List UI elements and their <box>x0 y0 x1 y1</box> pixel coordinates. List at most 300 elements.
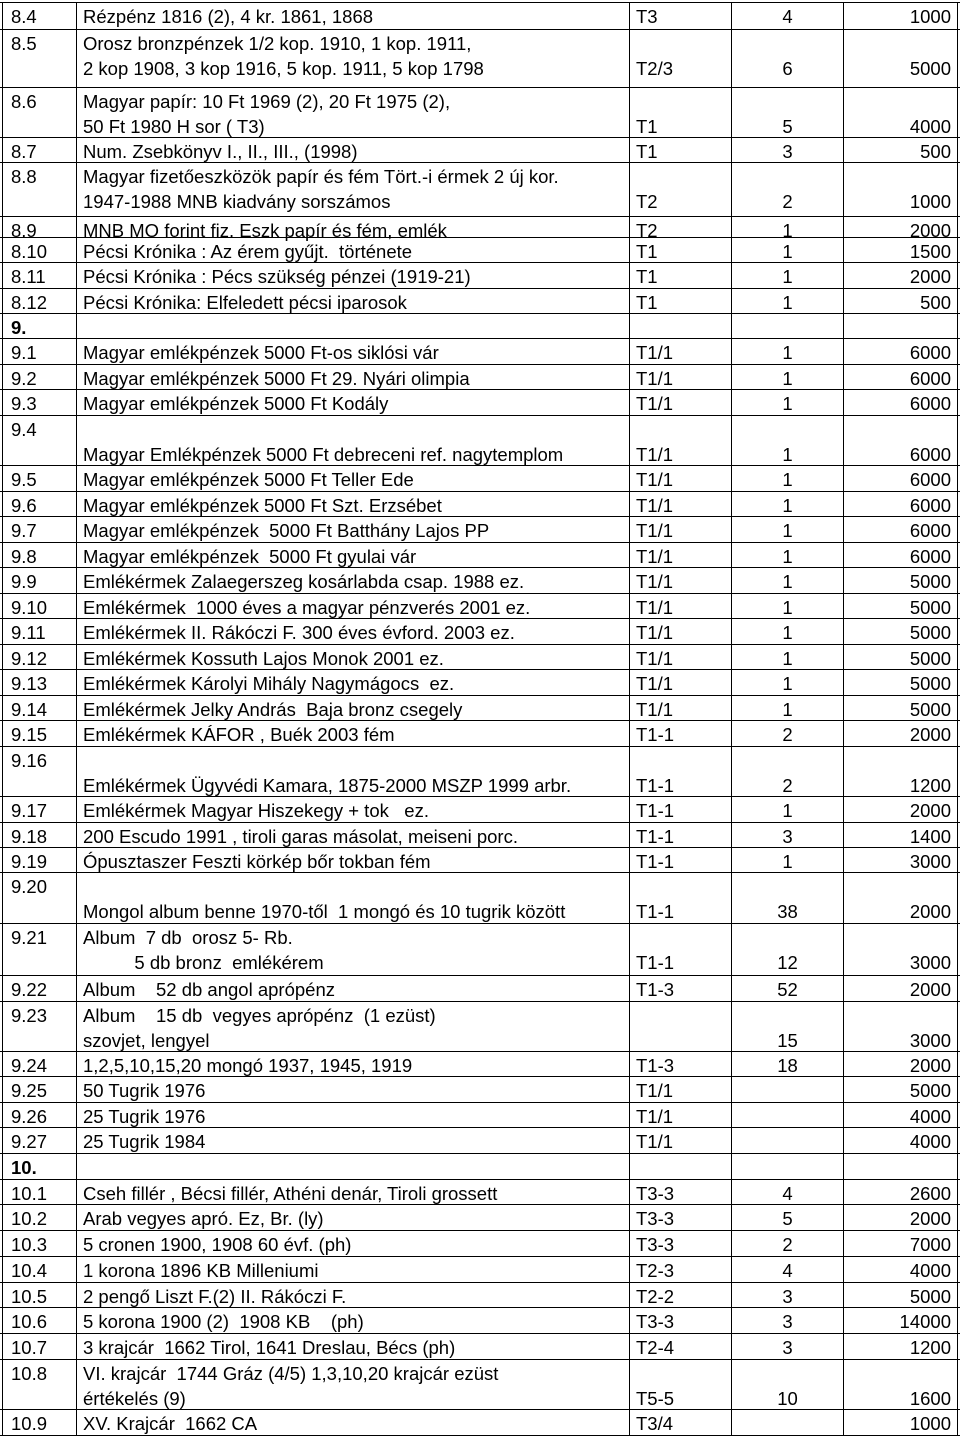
item-price: 3000 <box>909 851 951 872</box>
item-price: 500 <box>920 141 951 162</box>
item-grade: T1 <box>636 141 658 162</box>
item-number-cell <box>2 721 76 746</box>
item-grade: T1/1 <box>636 1080 674 1101</box>
item-grade: T5-5 <box>636 1388 675 1409</box>
item-description-cell <box>76 1231 629 1256</box>
table-row <box>0 88 960 138</box>
table-row <box>0 163 960 217</box>
item-price: 1000 <box>909 6 951 27</box>
item-price: 1200 <box>909 1337 951 1358</box>
item-price: 2000 <box>909 220 951 241</box>
table-row <box>0 568 960 594</box>
item-number-cell <box>2 163 76 216</box>
item-number-cell <box>2 1410 76 1435</box>
item-grade-cell <box>629 416 731 465</box>
item-price: 5000 <box>909 699 951 720</box>
item-description: Emlékérmek Károlyi Mihály Nagymágocs ez. <box>83 673 455 694</box>
item-grade: T1-1 <box>636 826 675 847</box>
item-number-cell <box>2 1334 76 1359</box>
item-price: 1500 <box>909 241 951 262</box>
item-grade-cell <box>629 217 731 241</box>
item-number-cell <box>2 492 76 516</box>
item-number-cell <box>2 3 76 29</box>
item-quantity-cell <box>731 645 843 669</box>
item-quantity-cell <box>731 1231 843 1256</box>
item-grade: T2-4 <box>636 1337 675 1358</box>
item-price: 1000 <box>909 191 951 212</box>
item-description: 3 krajcár 1662 Tirol, 1641 Dreslau, Bécs (ph) <box>83 1337 456 1358</box>
item-quantity: 3 <box>782 826 793 847</box>
item-price: 2000 <box>909 979 951 1000</box>
item-quantity: 2 <box>782 775 793 796</box>
item-price: 6000 <box>909 520 951 541</box>
item-number: 9.17 <box>11 800 48 821</box>
item-price: 2000 <box>909 266 951 287</box>
item-grade-cell <box>629 1154 731 1179</box>
item-price-cell <box>843 1360 958 1409</box>
table-row <box>0 1052 960 1077</box>
item-quantity: 5 <box>782 116 793 137</box>
item-quantity: 1 <box>782 597 793 618</box>
table-row <box>0 976 960 1002</box>
item-grade-cell <box>629 289 731 313</box>
item-price-cell <box>843 670 958 695</box>
item-quantity: 18 <box>777 1055 798 1076</box>
item-number: 10.7 <box>11 1337 48 1358</box>
item-grade: T1 <box>636 292 658 313</box>
item-number: 9.10 <box>11 597 48 618</box>
item-description-cell <box>76 1154 629 1179</box>
item-number-cell <box>2 670 76 695</box>
item-grade: T1/1 <box>636 444 674 465</box>
item-number: 8.8 <box>11 166 37 187</box>
item-number-cell <box>2 543 76 567</box>
item-price: 6000 <box>909 342 951 363</box>
item-quantity: 1 <box>782 241 793 262</box>
table-row <box>0 670 960 696</box>
item-grade-cell <box>629 823 731 847</box>
item-number-cell <box>2 466 76 491</box>
item-price-cell <box>843 568 958 593</box>
item-description: Emlékérmek Magyar Hiszekegy + tok ez. <box>83 800 429 821</box>
item-grade-cell <box>629 1205 731 1230</box>
item-price: 4000 <box>909 1106 951 1127</box>
item-grade: T2 <box>636 191 658 212</box>
item-number-cell <box>2 289 76 313</box>
item-number-cell <box>2 696 76 720</box>
item-grade: T1/1 <box>636 571 674 592</box>
item-number: 9. <box>11 317 27 338</box>
item-price-cell <box>843 1052 958 1076</box>
item-number: 9.6 <box>11 495 37 516</box>
item-description-cell <box>76 1052 629 1076</box>
item-quantity-cell <box>731 163 843 216</box>
item-quantity-cell <box>731 568 843 593</box>
item-quantity-cell <box>731 721 843 746</box>
item-description-cell <box>76 163 629 216</box>
item-price-cell <box>843 517 958 542</box>
item-price-cell <box>843 594 958 618</box>
item-quantity-cell <box>731 365 843 389</box>
item-grade-cell <box>629 568 731 593</box>
item-grade: T1-1 <box>636 724 675 745</box>
item-grade-cell <box>629 1283 731 1307</box>
item-quantity: 3 <box>782 141 793 162</box>
item-quantity: 1 <box>782 648 793 669</box>
table-row <box>0 1154 960 1180</box>
item-number-cell <box>2 390 76 415</box>
item-number: 9.21 <box>11 927 48 948</box>
table-row <box>0 848 960 873</box>
item-quantity-cell <box>731 339 843 364</box>
item-price: 6000 <box>909 444 951 465</box>
item-grade-cell <box>629 1257 731 1282</box>
item-quantity-cell <box>731 289 843 313</box>
table-row <box>0 645 960 670</box>
item-number-cell <box>2 1308 76 1333</box>
item-description: Cseh fillér , Bécsi fillér, Athéni denár, Tiroli grossett <box>83 1183 498 1204</box>
item-quantity-cell <box>731 848 843 872</box>
item-description: Emlékérmek KÁFOR , Buék 2003 fém <box>83 724 395 745</box>
item-grade-cell <box>629 314 731 338</box>
item-number-cell <box>2 314 76 338</box>
table-row <box>0 517 960 543</box>
item-description-cell <box>76 492 629 516</box>
item-description: Magyar emlékpénzek 5000 Ft Batthány Lajos PP <box>83 520 490 541</box>
item-quantity: 1 <box>782 520 793 541</box>
item-price-cell <box>843 1283 958 1307</box>
item-grade-cell <box>629 1231 731 1256</box>
item-number: 9.2 <box>11 368 37 389</box>
item-number: 8.5 <box>11 33 37 54</box>
item-quantity: 3 <box>782 1337 793 1358</box>
item-price: 6000 <box>909 368 951 389</box>
item-grade: T2-2 <box>636 1286 675 1307</box>
item-quantity: 1 <box>782 673 793 694</box>
item-quantity-cell <box>731 619 843 644</box>
item-grade-cell <box>629 976 731 1001</box>
table-row <box>0 696 960 721</box>
item-description-cell <box>76 517 629 542</box>
item-grade: T3-3 <box>636 1234 675 1255</box>
item-description: 1,2,5,10,15,20 mongó 1937, 1945, 1919 <box>83 1055 413 1076</box>
item-quantity-cell <box>731 1283 843 1307</box>
item-quantity-cell <box>731 1180 843 1204</box>
item-quantity: 15 <box>777 1030 798 1051</box>
item-quantity: 3 <box>782 1286 793 1307</box>
item-description: 25 Tugrik 1976 <box>83 1106 206 1127</box>
item-description-cell <box>76 721 629 746</box>
item-number-cell <box>2 1180 76 1204</box>
item-quantity-cell <box>731 1002 843 1051</box>
item-price-cell <box>843 721 958 746</box>
item-quantity-cell <box>731 1103 843 1127</box>
item-price: 2600 <box>909 1183 951 1204</box>
item-description-cell <box>76 339 629 364</box>
item-description-cell <box>76 747 629 796</box>
item-grade-cell <box>629 1002 731 1051</box>
item-number: 9.8 <box>11 546 37 567</box>
table-row <box>0 1360 960 1410</box>
item-number: 9.23 <box>11 1005 48 1026</box>
item-quantity-cell <box>731 1410 843 1435</box>
item-description: Pécsi Krónika : Pécs szükség pénzei (1919-21) <box>83 266 471 287</box>
item-number: 10.2 <box>11 1208 48 1229</box>
item-description-cell <box>76 289 629 313</box>
item-price-cell <box>843 873 958 923</box>
item-grade: T1-1 <box>636 851 675 872</box>
item-description: Album 15 db vegyes aprópénz (1 ezüst) <box>83 1005 436 1026</box>
item-quantity-cell <box>731 88 843 137</box>
item-description: Album 7 db orosz 5- Rb. <box>83 927 293 948</box>
item-quantity-cell <box>731 1360 843 1409</box>
item-price-cell <box>843 263 958 288</box>
table-row <box>0 217 960 241</box>
item-quantity-cell <box>731 517 843 542</box>
item-number: 10.6 <box>11 1311 48 1332</box>
item-number: 10.5 <box>11 1286 48 1307</box>
item-grade-cell <box>629 238 731 262</box>
item-quantity-cell <box>731 696 843 720</box>
item-description: 1947-1988 MNB kiadvány sorszámos <box>83 191 391 212</box>
item-description-cell <box>76 543 629 567</box>
item-price: 6000 <box>909 393 951 414</box>
item-quantity: 1 <box>782 851 793 872</box>
item-price-cell <box>843 924 958 975</box>
table-row <box>0 238 960 263</box>
item-price: 3000 <box>909 1030 951 1051</box>
item-price-cell <box>843 390 958 415</box>
item-number-cell <box>2 1257 76 1282</box>
item-description: 1 korona 1896 KB Milleniumi <box>83 1260 319 1281</box>
item-quantity-cell <box>731 1077 843 1102</box>
table-row <box>0 314 960 339</box>
item-grade-cell <box>629 696 731 720</box>
item-quantity: 1 <box>782 220 793 241</box>
item-grade: T1-1 <box>636 800 675 821</box>
item-description-cell <box>76 466 629 491</box>
item-number: 8.11 <box>11 266 46 287</box>
item-price: 4000 <box>909 1260 951 1281</box>
item-grade: T1-1 <box>636 952 675 973</box>
item-grade: T1/1 <box>636 495 674 516</box>
item-price-cell <box>843 1334 958 1359</box>
item-price: 2000 <box>909 901 951 922</box>
item-number: 9.18 <box>11 826 48 847</box>
item-price: 1200 <box>909 775 951 796</box>
item-description-cell <box>76 138 629 162</box>
item-price: 4000 <box>909 1131 951 1152</box>
item-price-cell <box>843 492 958 516</box>
item-grade: T1/1 <box>636 469 674 490</box>
item-description: Magyar emlékpénzek 5000 Ft Kodály <box>83 393 389 414</box>
item-number: 9.12 <box>11 648 48 669</box>
item-quantity-cell <box>731 1154 843 1179</box>
item-description: XV. Krajcár 1662 CA <box>83 1413 258 1434</box>
table-row <box>0 1077 960 1103</box>
table-row <box>0 924 960 976</box>
item-quantity: 10 <box>777 1388 798 1409</box>
item-grade: T1/1 <box>636 597 674 618</box>
item-number: 9.14 <box>11 699 48 720</box>
table-row <box>0 492 960 517</box>
item-quantity: 1 <box>782 444 793 465</box>
item-quantity-cell <box>731 1308 843 1333</box>
item-price-cell <box>843 1231 958 1256</box>
item-quantity-cell <box>731 238 843 262</box>
item-description-cell <box>76 263 629 288</box>
item-number-cell <box>2 88 76 137</box>
item-grade-cell <box>629 138 731 162</box>
item-grade-cell <box>629 1052 731 1076</box>
item-description: Magyar emlékpénzek 5000 Ft Teller Ede <box>83 469 414 490</box>
item-quantity-cell <box>731 1205 843 1230</box>
item-quantity-cell <box>731 1257 843 1282</box>
item-price: 5000 <box>909 648 951 669</box>
item-grade: T1 <box>636 116 658 137</box>
item-quantity: 3 <box>782 1311 793 1332</box>
item-quantity: 12 <box>777 952 798 973</box>
item-price: 6000 <box>909 495 951 516</box>
item-price-cell <box>843 747 958 796</box>
item-quantity: 1 <box>782 292 793 313</box>
item-grade: T3-3 <box>636 1311 675 1332</box>
item-quantity-cell <box>731 3 843 29</box>
item-description-cell <box>76 670 629 695</box>
item-quantity-cell <box>731 314 843 338</box>
item-price-cell <box>843 1103 958 1127</box>
item-number-cell <box>2 1205 76 1230</box>
item-description: MNB MO forint fiz. Eszk papír és fém, emlék <box>83 220 447 241</box>
table-row <box>0 797 960 823</box>
item-description: Num. Zsebkönyv I., II., III., (1998) <box>83 141 358 162</box>
item-description-cell <box>76 1002 629 1051</box>
item-number: 8.9 <box>11 220 37 241</box>
item-number: 10.3 <box>11 1234 48 1255</box>
item-number-cell <box>2 1231 76 1256</box>
item-price: 5000 <box>909 622 951 643</box>
item-quantity-cell <box>731 1128 843 1153</box>
item-grade-cell <box>629 3 731 29</box>
item-grade: T1/1 <box>636 1131 674 1152</box>
item-quantity: 2 <box>782 191 793 212</box>
item-description: Magyar Emlékpénzek 5000 Ft debreceni ref. nagytemplom <box>83 444 564 465</box>
item-description-cell <box>76 696 629 720</box>
item-price: 5000 <box>909 58 951 79</box>
item-grade: T1 <box>636 266 658 287</box>
item-description-cell <box>76 1205 629 1230</box>
table-row <box>0 1231 960 1257</box>
item-number-cell <box>2 976 76 1001</box>
item-grade: T1/1 <box>636 673 674 694</box>
item-price-cell <box>843 1128 958 1153</box>
item-number: 9.25 <box>11 1080 48 1101</box>
item-grade: T1/1 <box>636 699 674 720</box>
item-price: 5000 <box>909 571 951 592</box>
item-grade: T1/1 <box>636 368 674 389</box>
item-quantity-cell <box>731 797 843 822</box>
item-quantity: 2 <box>782 724 793 745</box>
item-grade-cell <box>629 848 731 872</box>
item-grade: T1/1 <box>636 546 674 567</box>
item-price: 5000 <box>909 673 951 694</box>
item-quantity: 2 <box>782 1234 793 1255</box>
item-price: 5000 <box>909 1286 951 1307</box>
table-row <box>0 1410 960 1436</box>
item-price-cell <box>843 848 958 872</box>
item-number: 9.4 <box>11 419 37 440</box>
table-row <box>0 543 960 568</box>
item-quantity: 1 <box>782 546 793 567</box>
item-number-cell <box>2 1283 76 1307</box>
item-number: 9.16 <box>11 750 48 771</box>
item-number-cell <box>2 924 76 975</box>
item-price: 4000 <box>909 116 951 137</box>
item-description: 2 kop 1908, 3 kop 1916, 5 kop. 1911, 5 kop 1798 <box>83 58 484 79</box>
item-number: 8.12 <box>11 292 48 313</box>
item-number-cell <box>2 823 76 847</box>
item-number: 8.4 <box>11 6 37 27</box>
item-grade-cell <box>629 924 731 975</box>
item-number: 9.9 <box>11 571 37 592</box>
table-row <box>0 30 960 88</box>
item-price-cell <box>843 696 958 720</box>
table-row <box>0 1103 960 1128</box>
item-number: 10.1 <box>11 1183 48 1204</box>
item-quantity: 5 <box>782 1208 793 1229</box>
item-quantity-cell <box>731 416 843 465</box>
item-quantity: 1 <box>782 495 793 516</box>
item-quantity-cell <box>731 390 843 415</box>
item-price: 14000 <box>899 1311 951 1332</box>
item-number-cell <box>2 568 76 593</box>
item-price-cell <box>843 138 958 162</box>
item-grade-cell <box>629 1308 731 1333</box>
item-price: 2000 <box>909 1055 951 1076</box>
item-description: Ópusztaszer Feszti körkép bőr tokban fém <box>83 851 431 872</box>
item-grade: T1/1 <box>636 1106 674 1127</box>
item-quantity: 1 <box>782 699 793 720</box>
item-grade-cell <box>629 466 731 491</box>
item-description: 5 cronen 1900, 1908 60 évf. (ph) <box>83 1234 352 1255</box>
item-description-cell <box>76 1283 629 1307</box>
item-number-cell <box>2 1154 76 1179</box>
item-price-cell <box>843 339 958 364</box>
item-grade-cell <box>629 339 731 364</box>
item-price-cell <box>843 163 958 216</box>
item-description: Pécsi Krónika : Az érem gyűjt. története <box>83 241 413 262</box>
item-price-cell <box>843 1410 958 1435</box>
item-grade-cell <box>629 365 731 389</box>
table-row <box>0 721 960 747</box>
item-description-cell <box>76 594 629 618</box>
item-number: 9.1 <box>11 342 37 363</box>
table-row <box>0 619 960 645</box>
item-description-cell <box>76 88 629 137</box>
item-quantity-cell <box>731 1052 843 1076</box>
item-number: 10.9 <box>11 1413 48 1434</box>
item-description-cell <box>76 30 629 87</box>
item-price: 6000 <box>909 469 951 490</box>
item-number: 9.27 <box>11 1131 48 1152</box>
item-price-cell <box>843 365 958 389</box>
item-price: 3000 <box>909 952 951 973</box>
item-grade: T3-3 <box>636 1208 675 1229</box>
item-quantity: 38 <box>777 901 798 922</box>
item-description-cell <box>76 1103 629 1127</box>
item-quantity: 4 <box>782 1260 793 1281</box>
item-description: Magyar emlékpénzek 5000 Ft 29. Nyári olimpia <box>83 368 470 389</box>
